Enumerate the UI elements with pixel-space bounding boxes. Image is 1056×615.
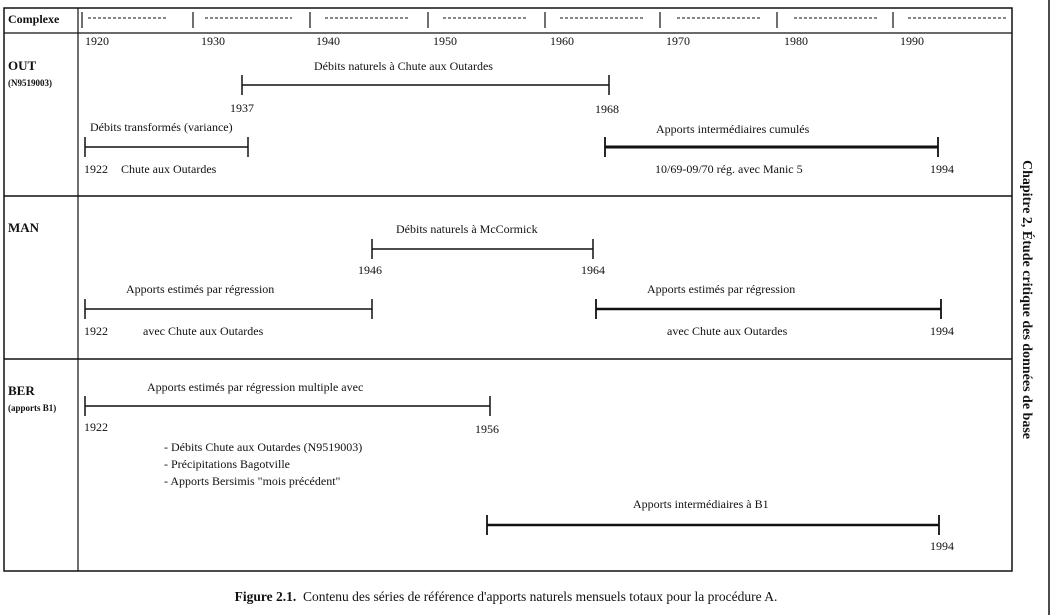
start-year: 1937	[230, 101, 254, 115]
decade-label: 1960	[550, 34, 574, 48]
decade-1940	[310, 12, 410, 48]
section-code: MAN	[8, 220, 40, 235]
series-note: 10/69-09/70 rég. avec Manic 5	[655, 162, 803, 176]
section-code: OUT	[8, 58, 37, 73]
caption-prefix: Figure 2.1.	[234, 589, 297, 604]
end-year: 1994	[930, 324, 954, 338]
regression-note: - Apports Bersimis "mois précédent"	[164, 474, 341, 488]
caption-text: Contenu des séries de référence d'apports naturels mensuels totaux pour la procédure A.	[302, 589, 778, 604]
series-out-transformed	[84, 120, 248, 176]
series-note: avec Chute aux Outardes	[143, 324, 264, 338]
start-year: 1946	[358, 263, 382, 277]
series-label: Apports intermédiaires à B1	[633, 497, 769, 511]
series-label: Apports estimés par régression multiple avec	[147, 380, 364, 394]
end-year: 1994	[930, 162, 954, 176]
complexe-header: Complexe	[8, 12, 60, 26]
series-man-regression-early	[84, 282, 372, 338]
end-year: 1994	[930, 539, 954, 553]
decade-axis	[82, 12, 1008, 48]
decade-label: 1980	[784, 34, 808, 48]
series-man-natural	[358, 222, 605, 277]
section-subtitle: (apports B1)	[8, 403, 57, 413]
decade-label: 1950	[433, 34, 457, 48]
decade-label: 1940	[316, 34, 340, 48]
series-label: Apports intermédiaires cumulés	[656, 122, 810, 136]
series-ber-regression	[84, 380, 499, 488]
series-ber-intermediate	[487, 497, 954, 553]
start-year: 1922	[84, 420, 108, 434]
series-note: avec Chute aux Outardes	[667, 324, 788, 338]
series-label: Apports estimés par régression	[647, 282, 796, 296]
series-man-regression-late	[596, 282, 954, 338]
section-out	[8, 58, 954, 176]
decade-label: 1930	[201, 34, 225, 48]
series-out-natural	[230, 59, 619, 116]
series-label: Débits transformés (variance)	[90, 120, 233, 134]
decade-label: 1990	[900, 34, 924, 48]
start-note: Chute aux Outardes	[121, 162, 217, 176]
decade-1980	[777, 12, 878, 48]
section-subtitle: (N9519003)	[8, 78, 52, 88]
decade-label: 1970	[666, 34, 690, 48]
regression-note: - Débits Chute aux Outardes (N9519003)	[164, 440, 363, 454]
end-year: 1968	[595, 102, 619, 116]
end-year: 1964	[581, 263, 605, 277]
figure-caption	[0, 589, 1012, 605]
section-code: BER	[8, 383, 35, 398]
decade-1970	[660, 12, 762, 48]
series-out-intermediate	[605, 122, 954, 176]
decade-1920	[82, 12, 168, 48]
decade-1950	[428, 12, 528, 48]
end-year: 1956	[475, 422, 499, 436]
chapter-sidebar-title: Chapitre 2, Étude critique des données de base	[1019, 160, 1034, 439]
decade-1930	[193, 12, 292, 48]
start-year: 1922	[84, 324, 108, 338]
section-ber	[8, 380, 954, 553]
section-man	[8, 220, 954, 338]
series-label: Apports estimés par régression	[126, 282, 275, 296]
start-year: 1922	[84, 162, 108, 176]
decade-label: 1920	[85, 34, 109, 48]
decade-1960	[545, 12, 645, 48]
series-label: Débits naturels à Chute aux Outardes	[314, 59, 493, 73]
decade-1990	[893, 12, 1008, 48]
series-label: Débits naturels à McCormick	[396, 222, 538, 236]
regression-note: - Précipitations Bagotville	[164, 457, 290, 471]
